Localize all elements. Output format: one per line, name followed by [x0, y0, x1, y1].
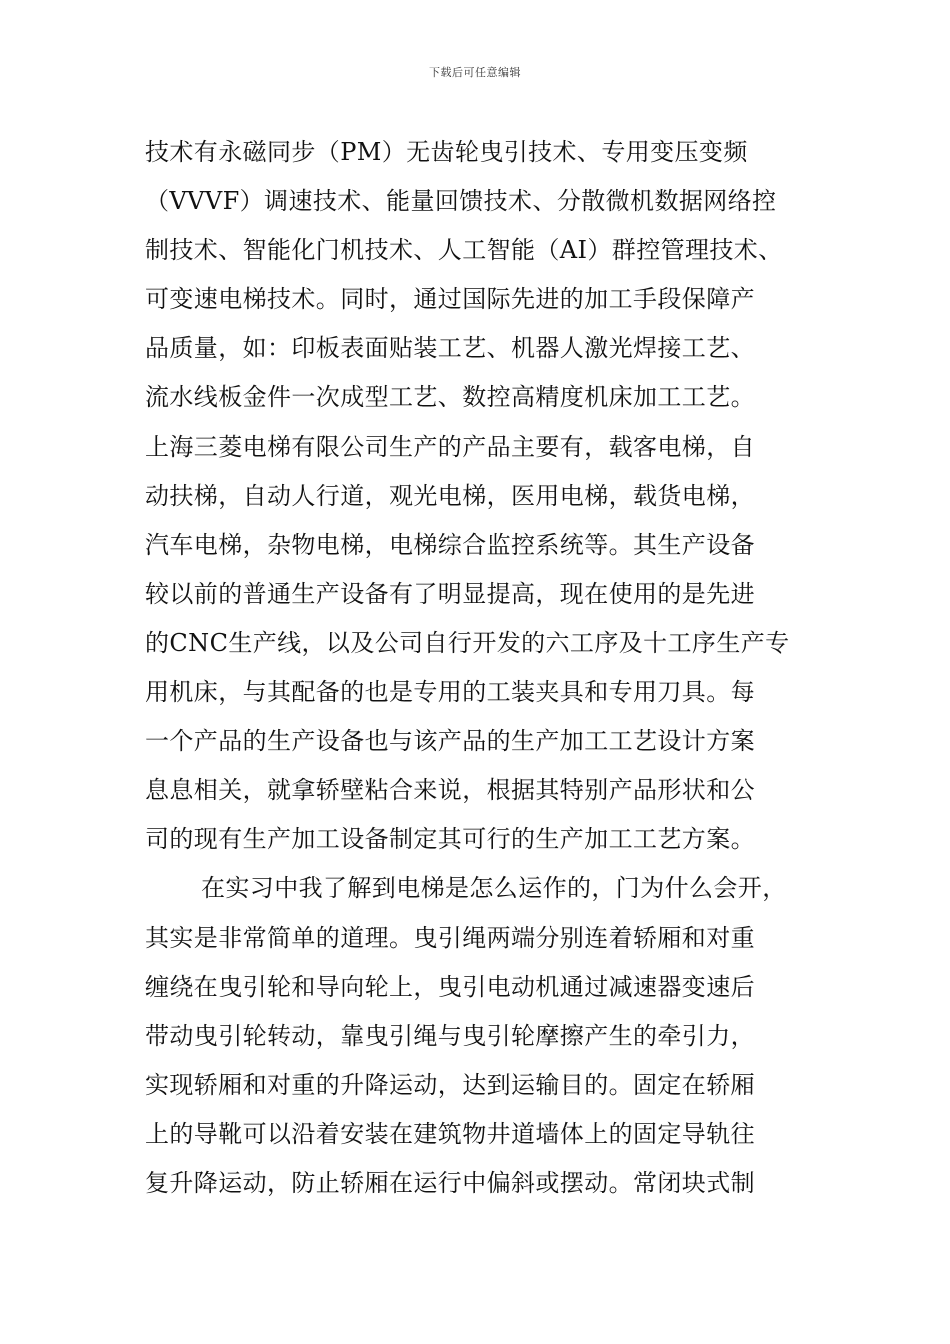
- body-text: [145, 128, 825, 1208]
- text-line: 可变速电梯技术。同时，通过国际先进的加工手段保障产: [145, 285, 755, 314]
- text-line: 带动曳引轮转动，靠曳引绳与曳引轮摩擦产生的牵引力，: [145, 1021, 755, 1050]
- text-line: 复升降运动，防止轿厢在运行中偏斜或摆动。常闭块式制: [145, 1168, 755, 1197]
- text-line: 技术有永磁同步（PM）无齿轮曳引技术、专用变压变频: [145, 138, 748, 166]
- text-line: 动扶梯，自动人行道，观光电梯，医用电梯，载货电梯，: [145, 481, 755, 510]
- text-line: 较以前的普通生产设备有了明显提高，现在使用的是先进: [145, 579, 755, 608]
- text-line: 品质量，如：印板表面贴装工艺、机器人激光焊接工艺、: [145, 334, 755, 363]
- text-line: 缠绕在曳引轮和导向轮上，曳引电动机通过减速器变速后: [145, 972, 755, 1001]
- text-line: 实现轿厢和对重的升降运动，达到运输目的。固定在轿厢: [145, 1070, 755, 1099]
- text-line: 一个产品的生产设备也与该产品的生产加工工艺设计方案: [145, 727, 755, 756]
- text-line: 的CNC生产线，以及公司自行开发的六工序及十工序生产专: [145, 628, 790, 657]
- text-line: 上海三菱电梯有限公司生产的产品主要有，载客电梯，自: [145, 432, 755, 461]
- text-line: （VVVF）调速技术、能量回馈技术、分散微机数据网络控: [145, 187, 777, 216]
- text-line: 息息相关，就拿轿壁粘合来说，根据其特别产品形状和公: [145, 776, 755, 805]
- text-line: 用机床，与其配备的也是专用的工装夹具和专用刀具。每: [145, 678, 755, 707]
- text-line: 其实是非常简单的道理。曳引绳两端分别连着轿厢和对重: [145, 923, 755, 952]
- text-line: 上的导靴可以沿着安装在建筑物井道墙体上的固定导轨往: [145, 1119, 755, 1148]
- paragraph-first-line: 在实习中我了解到电梯是怎么运作的，门为什么会开，: [201, 874, 787, 903]
- text-line: 流水线板金件一次成型工艺、数控高精度机床加工工艺。: [145, 383, 755, 412]
- text-line: 汽车电梯，杂物电梯，电梯综合监控系统等。其生产设备: [145, 530, 755, 559]
- text-line: 制技术、智能化门机技术、人工智能（AI）群控管理技术、: [145, 236, 783, 265]
- text-line: 司的现有生产加工设备制定其可行的生产加工工艺方案。: [145, 825, 755, 854]
- page-header: 下载后可任意编辑: [429, 66, 521, 79]
